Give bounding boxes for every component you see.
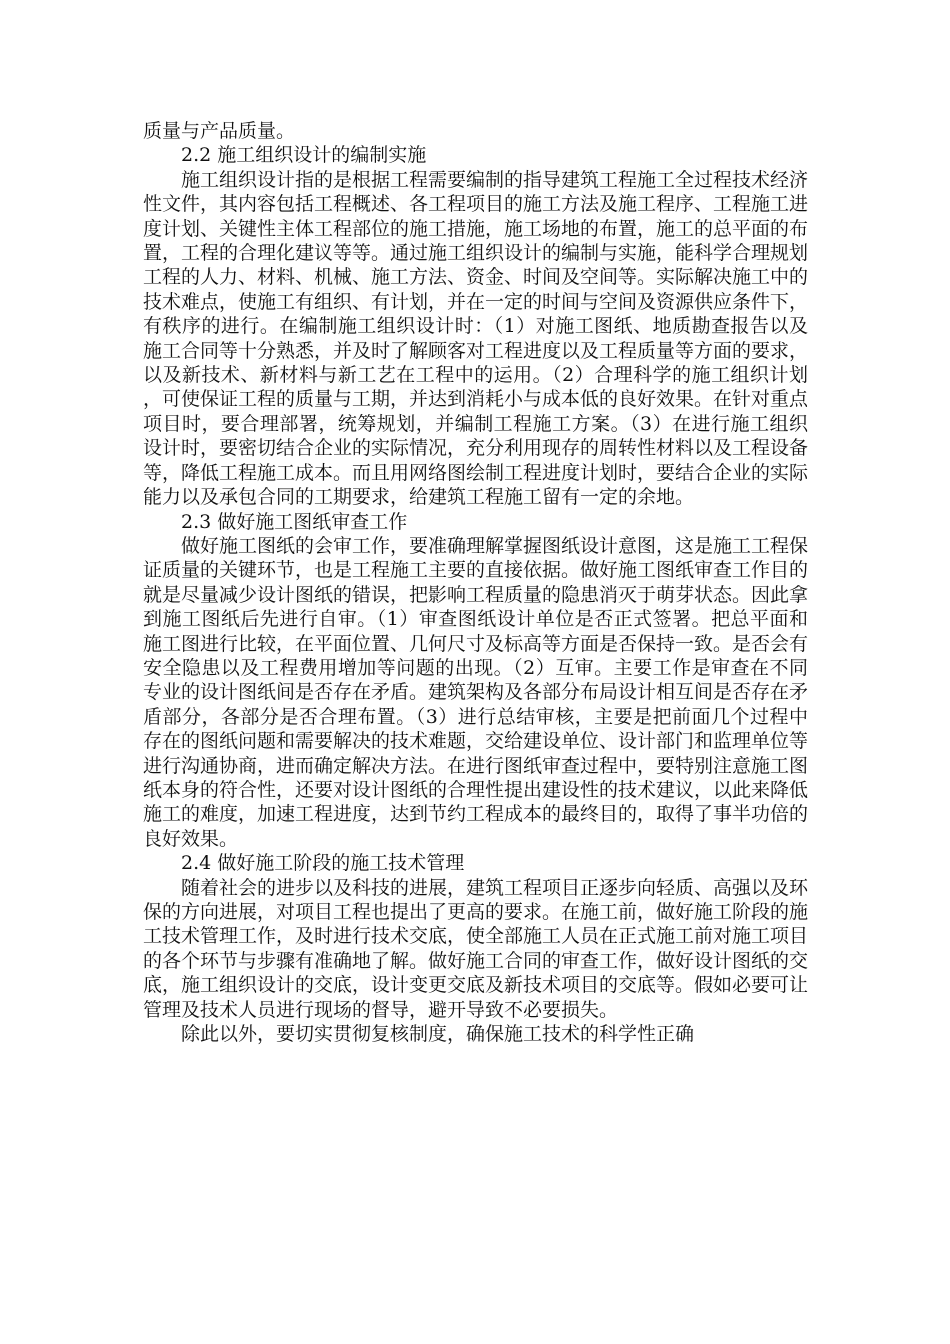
section-heading-2-4: 2.4 做好施工阶段的施工技术管理 [181, 852, 465, 875]
paragraph-construction-organization: 施工组织设计指的是根据工程需要编制的指导建筑工程施工全过程技术经济性文件，其内容包括工程概述、各工程项目的施工方法及施工程序、工程施工进度计划、关键性主体工程部位的施工措施，施工场地的布置，施工的总平面的布置，工程的合理化建议等等。通过施工组织设计的编制与实施，能科学合理规划工程的人力、材料、机械、施工方法、资金、时间及空间等。实际解决施工中的技术难点，使施工有组织、有计划，并在一定的时间与空间及资源供应条件下，有秩序的进行。在编制施工组织设计时：（1）对施工图纸、地质勘查报告以及施工合同等十分熟悉，并及时了解顾客对工程进度以及工程质量等方面的要求，以及新技术、新材料与新工艺在工程中的运用。（2）合理科学的施工组织计划，可使保证工程的质量与工期，并达到消耗小与成本低的良好效果。在针对重点项目时，要合理部署，统筹规划，并编制工程施工方案。（3）在进行施工组织设计时，要密切结合企业的实际情况，充分利用现存的周转性材料以及工程设备等，降低工程施工成本。而且用网络图绘制工程进度计划时，要结合企业的实际能力以及承包合同的工期要求，给建筑工程施工留有一定的余地。 [143, 168, 809, 509]
paragraph-technical-management: 随着社会的进步以及科技的进展，建筑工程项目正逐步向轻质、高强以及环保的方向进展，对项目工程也提出了更高的要求。在施工前，做好施工阶段的施工技术管理工作，及时进行技术交底，使全部施工人员在正式施工前对施工项目的各个环节与步骤有准确地了解。做好施工合同的审查工作，做好设计图纸的交底，施工组织设计的交底，设计变更交底及新技术项目的交底等。假如必要可让管理及技术人员进行现场的督导，避开导致不必要损失。 [143, 876, 809, 1021]
section-heading-2-2: 2.2 施工组织设计的编制实施 [181, 144, 427, 167]
paragraph-drawing-review: 做好施工图纸的会审工作，要准确理解掌握图纸设计意图，这是施工工程保证质量的关键环节，也是工程施工主要的直接依据。做好施工图纸审查工作目的就是尽量减少设计图纸的错误，把影响工程质量的隐患消灭于萌芽状态。因此拿到施工图纸后先进行自审。（1）审查图纸设计单位是否正式签署。把总平面和施工图进行比较，在平面位置、几何尺寸及标高等方面是否保持一致。是否会有安全隐患以及工程费用增加等问题的出现。（2）互审。主要工作是审查在不同专业的设计图纸间是否存在矛盾。建筑架构及各部分布局设计相互间是否存在矛盾部分，各部分是否合理布置。（3）进行总结审核，主要是把前面几个过程中存在的图纸问题和需要解决的技术难题，交给建设单位、设计部门和监理单位等进行沟通协商，进而确定解决方法。在进行图纸审查过程中，要特别注意施工图纸本身的符合性，还要对设计图纸的合理性提出建设性的技术建议，以此来降低施工的难度，加速工程进度，达到节约工程成本的最终目的，取得了事半功倍的良好效果。 [143, 534, 809, 850]
section-heading-2-3: 2.3 做好施工图纸审查工作 [181, 510, 408, 533]
document-body [143, 119, 808, 1046]
paragraph-continuation: 质量与产品质量。 [143, 120, 296, 142]
paragraph-review-system: 除此以外，要切实贯彻复核制度，确保施工技术的科学性正确 [181, 1023, 695, 1046]
